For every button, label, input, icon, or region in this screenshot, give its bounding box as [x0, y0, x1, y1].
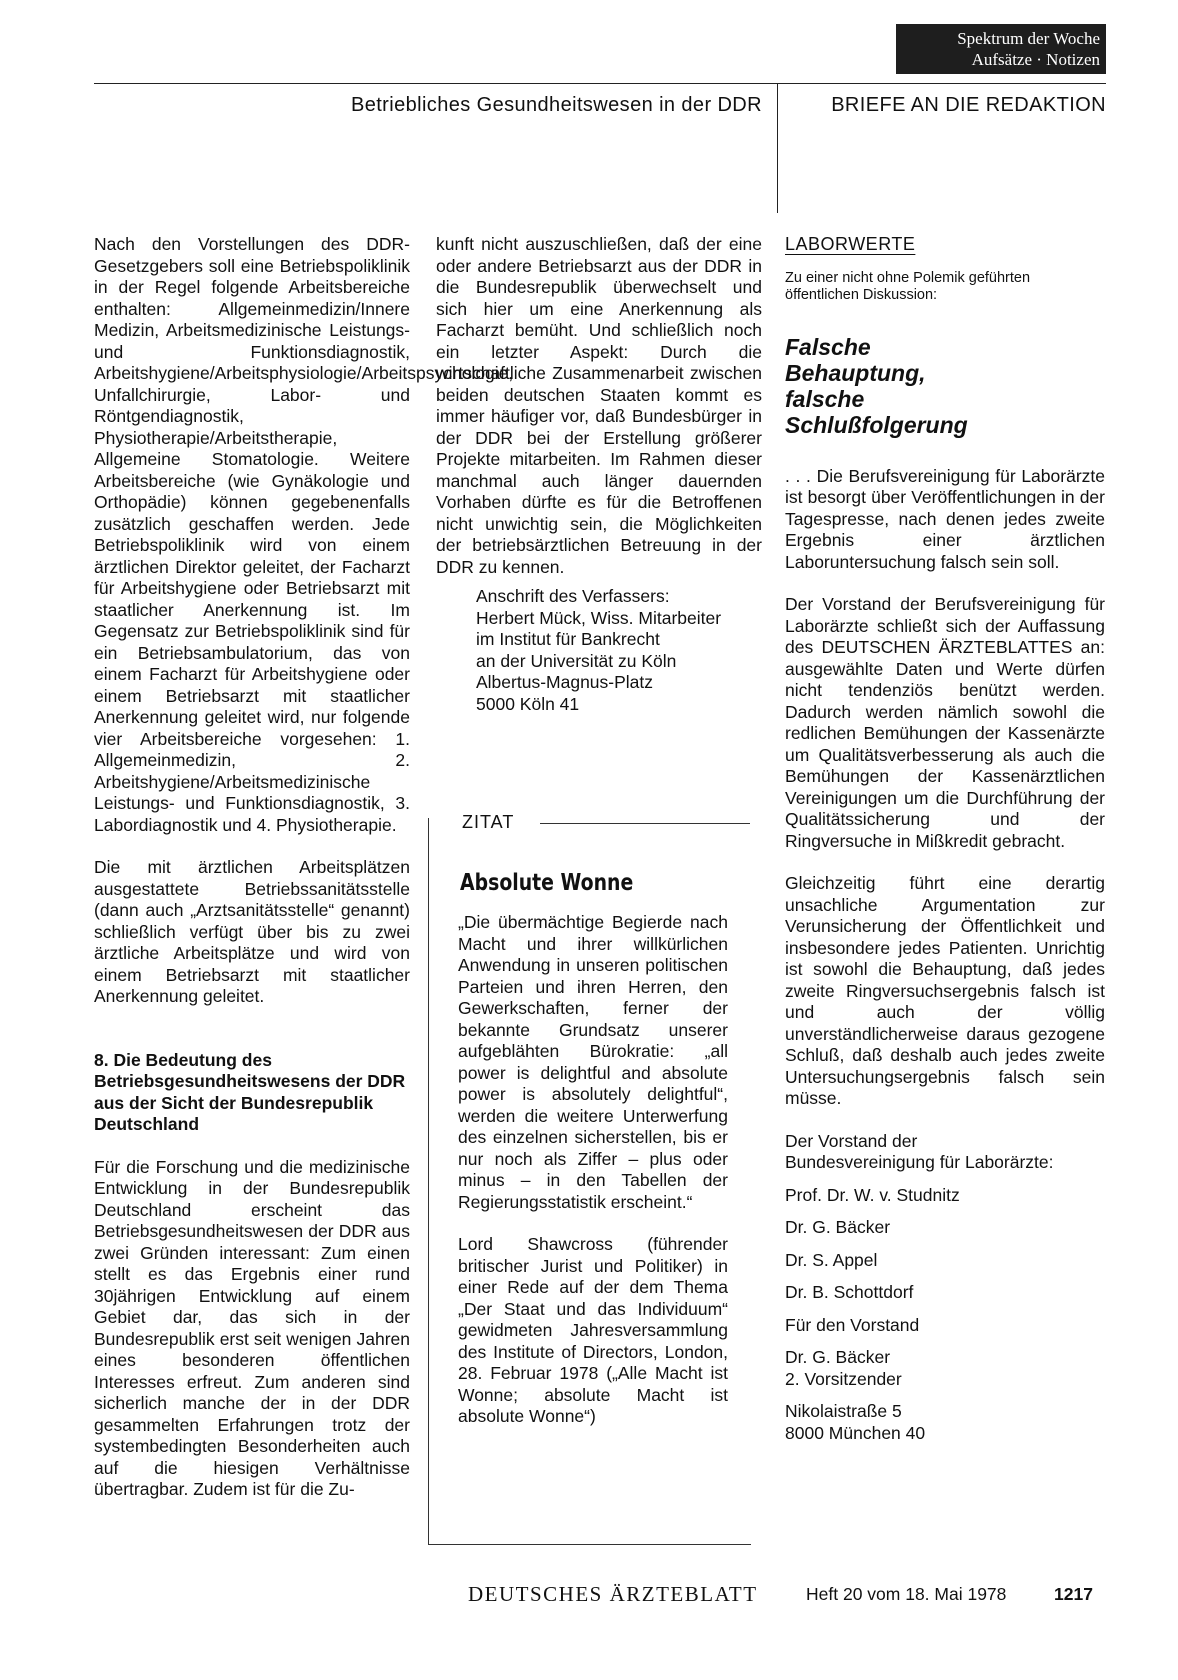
- address-line: Nikolaistraße 5: [785, 1401, 902, 1421]
- signature-line: Der Vorstand der: [785, 1130, 918, 1151]
- title-line: falsche: [785, 385, 865, 412]
- header-rule: [94, 83, 1106, 84]
- letter-subtitle: Zu einer nicht ohne Polemik geführten öffentlichen Diskussion:: [785, 269, 1031, 303]
- badge-line-1: Spektrum der Woche: [957, 29, 1100, 48]
- signatory: Prof. Dr. W. v. Studnitz: [785, 1184, 960, 1205]
- title-line: Behauptung,: [785, 359, 926, 386]
- address-line: an der Universität zu Köln: [476, 650, 677, 671]
- quote-text: „Die übermächtige Begierde nach Macht und ihrer willkürlichen Anwendung in unseren politischen Parteien und ihren Herren, den Gewerkschaften, ferner der bekannte Grundsatz unserer aufgeblähten Bürokratie: „all power is delightful and absolute power is absolutely delightful“, werden die weitere Unterwerfung des einzelnen sicherstellen, bis er nur noch als Ziffer – plus oder minus – in den Tabellen der Regierungsstatistik erscheint.“: [458, 912, 728, 1212]
- footer-journal: DEUTSCHES ÄRZTEBLATT: [468, 1582, 758, 1606]
- quote-body: [458, 912, 728, 1428]
- title-line: Schlußfolgerung: [785, 411, 968, 438]
- paragraph: Gleichzeitig führt eine derartig unsachliche Argumentation zur Verunsicherung der Öffentlichkeit und insbesondere jedes Patienten. Unrichtig ist sowohl die Behauptung, daß jedes zweite Ringversuchsergebnis falsch ist und auch der völlig unverständlicherweise daraus gezogene Schluß, daß deshalb auch jedes zweite Untersuchungsergebnis falsch sein müsse.: [785, 873, 1105, 1108]
- address-line: Albertus-Magnus-Platz: [476, 672, 654, 692]
- section-label: LABORWERTE: [785, 234, 916, 254]
- paragraph: . . . Die Berufsvereinigung für Laborärzte ist besorgt über Veröffentlichungen in der Tagespresse, nach denen jedes zweite Ergebnis einer ärztlichen Laboruntersuchung falsch sein soll.: [785, 465, 1105, 572]
- section-heading: 8. Die Bedeutung des Betriebsgesundheitswesens der DDR aus der Sicht der Bundesrepublik Deutschland: [94, 1049, 406, 1134]
- signature-line: Bundesvereinigung für Laborärzte:: [785, 1152, 1054, 1172]
- quote-title: Absolute Wonne: [460, 870, 634, 896]
- letter-title: [785, 334, 1105, 438]
- signatory-role: 2. Vorsitzender: [785, 1368, 902, 1389]
- quote-source: Lord Shawcross (führender britischer Jurist und Politiker) in einer Rede auf der dem Thema „Der Staat und das Individuum“ gewidmeten Jahresversammlung des Institute of Directors, London, 28. Februar 1978 („Alle Macht ist Wonne; absolute Macht ist absolute Wonne“): [458, 1234, 728, 1426]
- page-number: 1217: [1054, 1584, 1093, 1604]
- running-head-left: Betriebliches Gesundheitswesen in der DDR: [350, 94, 762, 116]
- paragraph: Für die Forschung und die medizinische Entwicklung in der Bundesrepublik Deutschland erscheint das Betriebsgesundheitswesen der DDR aus zwei Gründen interessant: Zum einen stellt es das Ergebnis einer rund 30jährigen Entwicklung auf einem Gebiet dar, das sich in der Bundesrepublik erst seit wenigen Jahren eines besonderen öffentlichen Interesses erfreut. Zum anderen sind sicherlich manche der in der DDR gesammelten Erfahrungen trotz der systembedingten Besonderheiten auch auf die hiesigen Verhältnisse übertragbar. Zudem ist für die Zu-: [94, 1156, 410, 1499]
- paragraph: kunft nicht auszuschließen, daß der eine oder andere Betriebsarzt aus der DDR in die Bundesrepublik überwechselt und sich hier um eine Anerkennung als Facharzt bemüht. Und schließlich noch ein letzter Aspekt: Durch die wirtschaftliche Zusammenarbeit zwischen beiden deutschen Staaten kommt es immer häufiger vor, daß Bundesbürger in der DDR bei der Erstellung größerer Projekte mitarbeiten. Im Rahmen dieser manchmal auch länger dauernden Vorhaben dürfte es für die Betroffenen nicht unwichtig sein, die Möglichkeiten der betriebsärztlichen Betreuung in der DDR zu kennen.: [436, 234, 762, 577]
- address-line: 5000 Köln 41: [476, 693, 580, 714]
- address-line: im Institut für Bankrecht: [476, 629, 660, 649]
- column-2: [436, 234, 762, 715]
- signature-line: Für den Vorstand: [785, 1314, 920, 1335]
- quote-box-top-rule: [540, 823, 750, 824]
- footer-issue: Heft 20 vom 18. Mai 1978: [806, 1584, 1007, 1604]
- signatory: Dr. B. Schottdorf: [785, 1282, 914, 1302]
- header-divider: [777, 83, 778, 213]
- signatory: Dr. S. Appel: [785, 1249, 878, 1270]
- address-line: Herbert Mück, Wiss. Mitarbeiter: [476, 607, 722, 628]
- quote-label: ZITAT: [458, 812, 518, 833]
- paragraph: Nach den Vorstellungen des DDR-Gesetzgebers soll eine Betriebspoliklinik in der Regel folgende Arbeitsbereiche enthalten: Allgemeinmedizin/Innere Medizin, Arbeitsmedizinische Leistungs- und Funktionsdiagnostik, Arbeitshygiene/Arbeitsphysiologie/Arbeitspsychologie, Unfallchirurgie, Labor- und Röntgendiagnostik, Physiotherapie/Arbeitstherapie, Allgemeine Stomatologie. Weitere Arbeitsbereiche (wie Gynäkologie und Orthopädie) können gegebenenfalls zusätzlich geschaffen werden. Jede Betriebspoliklinik wird von einem ärztlichen Direktor geleitet, der Facharzt für Arbeitshygiene oder Betriebsarzt mit staatlicher Anerkennung ist. Im Gegensatz zur Betriebspoliklinik sind für ein Betriebsambulatorium, das von einem Facharzt für Arbeitshygiene oder einem Betriebsarzt mit staatlicher Anerkennung geleitet wird, nur folgende vier Arbeitsbereiche vorgesehen: 1. Allgemeinmedizin, 2. Arbeitshygiene/Arbeitsmedizinische Leistungs- und Funktionsdiagnostik, 3. Labordiagnostik und 4. Physiotherapie.: [94, 234, 514, 835]
- column-3: [785, 234, 1105, 1444]
- title-line: Falsche: [785, 333, 871, 360]
- paragraph: Der Vorstand der Berufsvereinigung für Laborärzte schließt sich der Auffassung des DEUTSCHEN ÄRZTEBLATTES an: ausgewählte Daten und Werte dürfen nicht tendenziös benützt werden. Dadurch werden nämlich sowohl die redlichen Bemühungen der Kassenärzte um Qualitätsverbesserung als auch die Bemühungen der Kassenärztlichen Vereinigungen um die Durchführung der Qualitätssicherung und der Ringversuche in Mißkredit gebracht.: [785, 594, 1105, 851]
- section-badge: [896, 24, 1106, 74]
- running-head-right: BRIEFE AN DIE REDAKTION: [831, 94, 1106, 116]
- badge-line-2: Aufsätze · Notizen: [971, 50, 1100, 69]
- author-address: [436, 586, 762, 715]
- signatory: Dr. G. Bäcker: [785, 1217, 891, 1237]
- address-line: Anschrift des Verfassers:: [476, 586, 670, 606]
- address-line: 8000 München 40: [785, 1422, 926, 1443]
- paragraph: Die mit ärztlichen Arbeitsplätzen ausgestattete Betriebssanitätsstelle (dann auch „Arztsanitätsstelle“ genannt) schließlich verfügt über bis zu zwei ärztliche Arbeitsplätze und wird von einem Betriebsarzt mit staatlicher Anerkennung geleitet.: [94, 857, 410, 1006]
- signature-block: [785, 1131, 1105, 1445]
- signatory: Dr. G. Bäcker: [785, 1347, 891, 1367]
